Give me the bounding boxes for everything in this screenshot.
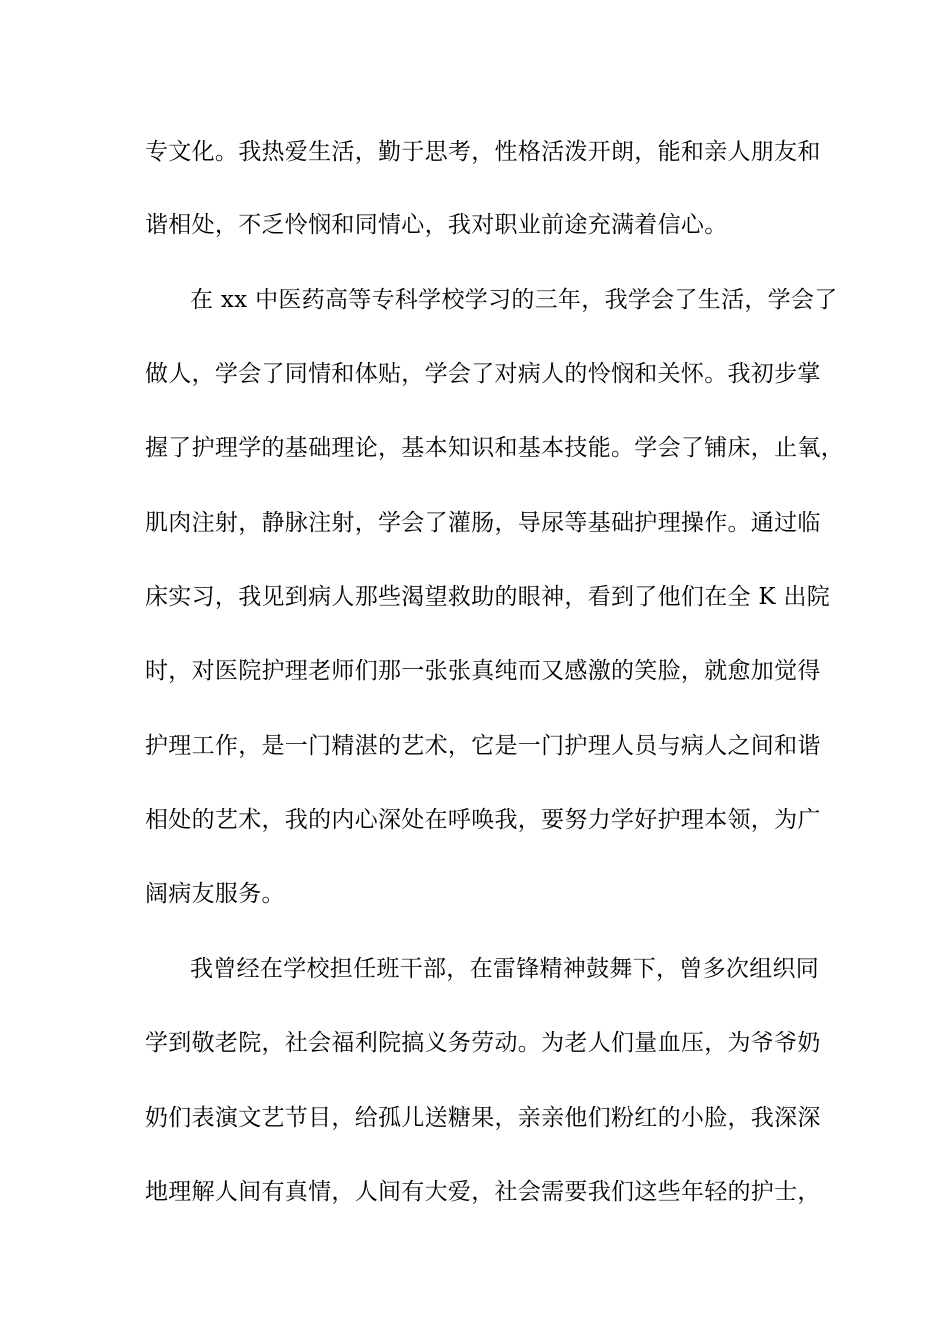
- text-line: 阔病友服务。: [145, 881, 285, 907]
- text-line: 学到敬老院，社会福利院搞义务劳动。为老人们量血压，为爷爷奶: [145, 1030, 821, 1056]
- text-line: 相处的艺术，我的内心深处在呼唤我，要努力学好护理本领，为广: [145, 807, 821, 833]
- text-line: 做人，学会了同情和体贴，学会了对病人的怜悯和关怀。我初步掌: [145, 361, 821, 387]
- text-line: 肌肉注射，静脉注射，学会了灌肠，导尿等基础护理操作。通过临: [145, 510, 821, 536]
- text-line: 谐相处，不乏怜悯和同情心，我对职业前途充满着信心。: [145, 212, 728, 238]
- text-line: 时，对医院护理老师们那一张张真纯而又感激的笑脸，就愈加觉得: [145, 658, 821, 684]
- text-line: 床实习，我见到病人那些渴望救助的眼神，看到了他们在全 K 出院: [145, 584, 831, 610]
- paragraph-start-line: 在 xx 中医药高等专科学校学习的三年，我学会了生活，学会了: [190, 287, 838, 313]
- text-line: 地理解人间有真情，人间有大爱，社会需要我们这些年轻的护士，: [145, 1179, 821, 1205]
- text-line: 奶们表演文艺节目，给孤儿送糖果，亲亲他们粉红的小脸，我深深: [145, 1105, 821, 1131]
- text-line: 专文化。我热爱生活，勤于思考，性格活泼开朗，能和亲人朋友和: [145, 139, 821, 165]
- paragraph-start-line: 我曾经在学校担任班干部，在雷锋精神鼓舞下，曾多次组织同: [190, 956, 820, 982]
- text-line: 握了护理学的基础理论，基本知识和基本技能。学会了铺床，止氧，: [145, 435, 844, 461]
- text-line: 护理工作，是一门精湛的艺术，它是一门护理人员与病人之间和谐: [145, 733, 821, 759]
